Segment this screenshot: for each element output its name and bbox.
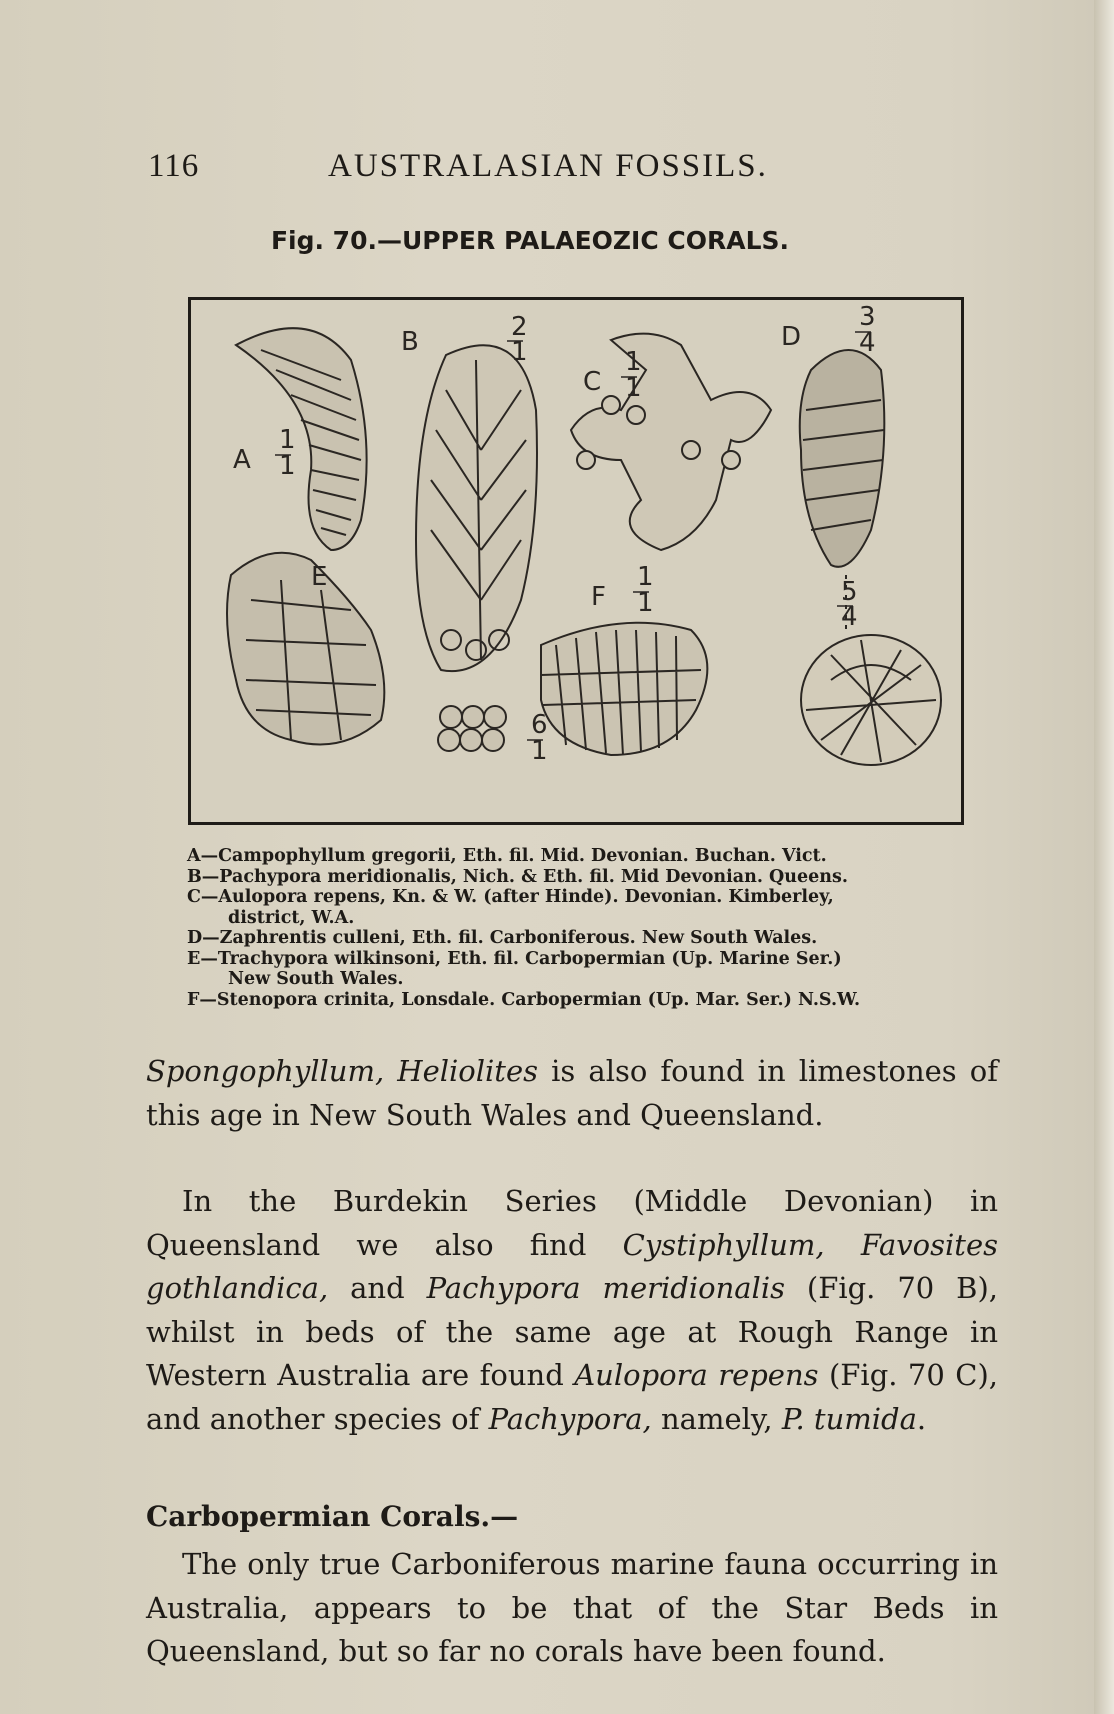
scale-f-num: 1 <box>637 562 654 592</box>
p2-italic-3: Aulopora repens <box>574 1358 819 1392</box>
p2-italic-5: P. tumida <box>781 1401 917 1436</box>
scale-a-den: 1 <box>279 451 296 481</box>
label-c: C <box>583 367 602 397</box>
p2-text-1: In the Burdekin Series (Middle Devonian) in Queensland we also find <box>146 1184 998 1262</box>
scale-d-den: 4 <box>859 328 876 358</box>
p1-text-1: is also found in limestones of this age in New South Wales and Queensland. <box>146 1054 998 1132</box>
label-d: D <box>781 322 802 352</box>
legend-line-d: D—Zaphrentis culleni, Eth. fil. Carboniferous. New South Wales. <box>187 928 818 948</box>
scale-d-num: 3 <box>859 302 876 332</box>
legend-line-f: F—Stenopora crinita, Lonsdale. Carbopermian (Up. Mar. Ser.) N.S.W. <box>187 989 861 1010</box>
page-number: 116 <box>148 148 200 184</box>
label-a: A <box>233 445 251 475</box>
specimen-a-drawing <box>236 328 367 550</box>
scale-f2-den: 1 <box>531 736 548 766</box>
scale-b-num: 2 <box>511 312 528 342</box>
section-heading: Carbopermian Corals.— <box>146 1500 519 1533</box>
specimen-b-drawing <box>416 345 537 671</box>
coral-illustration <box>191 300 961 822</box>
paragraph-2 <box>146 1180 998 1441</box>
p2-italic-2: Pachypora meridionalis <box>426 1271 785 1305</box>
running-title: AUSTRALASIAN FOSSILS. <box>328 148 768 184</box>
p2-italic-1: Cystiphyllum, Favosites gothlandica, <box>146 1227 998 1305</box>
figure-legend <box>187 846 1007 1010</box>
legend-line-c: C—Aulopora repens, Kn. & W. (after Hinde). Devonian. Kimberley, <box>187 887 834 907</box>
p1-italic-1: Spongophyllum, Heliolites <box>146 1054 538 1088</box>
legend-line-e: E—Trachypora wilkinsoni, Eth. fil. Carbopermian (Up. Marine Ser.) <box>187 948 842 969</box>
p2-text-2: and <box>328 1271 427 1305</box>
coral-figure <box>188 297 964 825</box>
scale-f-den: 1 <box>637 588 654 618</box>
p2-text-6: . <box>916 1401 927 1436</box>
p2-italic-4: Pachypora, <box>488 1401 652 1436</box>
legend-line-a: A—Campophyllum gregorii, Eth. fil. Mid. Devonian. Buchan. Vict. <box>187 846 827 866</box>
paragraph-3: The only true Carboniferous marine fauna occurring in Australia, appears to be that of the Star Beds in Queensland, but so far no corals have been found. <box>146 1547 998 1668</box>
paragraph-1 <box>146 1050 998 1137</box>
running-head <box>148 148 828 188</box>
scale-b-den: 1 <box>511 337 528 367</box>
page-edge <box>1094 0 1114 1714</box>
scale-c-num: 1 <box>625 347 642 377</box>
legend-line-b: B—Pachypora meridionalis, Nich. & Eth. fil. Mid Devonian. Queens. <box>187 866 848 887</box>
legend-line-e-cont: New South Wales. <box>228 969 404 989</box>
label-b: B <box>401 327 419 357</box>
p2-text-5: namely, <box>651 1401 782 1436</box>
figure-caption: Fig. 70.—UPPER PALAEOZIC CORALS. <box>270 226 790 255</box>
specimen-e-drawing <box>227 553 384 745</box>
scale-d2-num: 5 <box>841 577 858 607</box>
scale-f2-num: 6 <box>531 710 548 740</box>
specimen-d-section-drawing <box>801 635 941 765</box>
scale-c-den: 1 <box>625 373 642 403</box>
label-e: E <box>311 562 328 592</box>
scale-d2-den: 4 <box>841 602 858 632</box>
p2-text-3: (Fig. 70 B), whilst in beds of the same age at Rough Range in Western Australia are found <box>146 1271 998 1392</box>
label-f: F <box>591 582 606 612</box>
scale-a-num: 1 <box>279 425 296 455</box>
legend-line-c-cont: district, W.A. <box>228 907 355 928</box>
p2-text-4: (Fig. 70 C), and another species of <box>146 1358 998 1436</box>
